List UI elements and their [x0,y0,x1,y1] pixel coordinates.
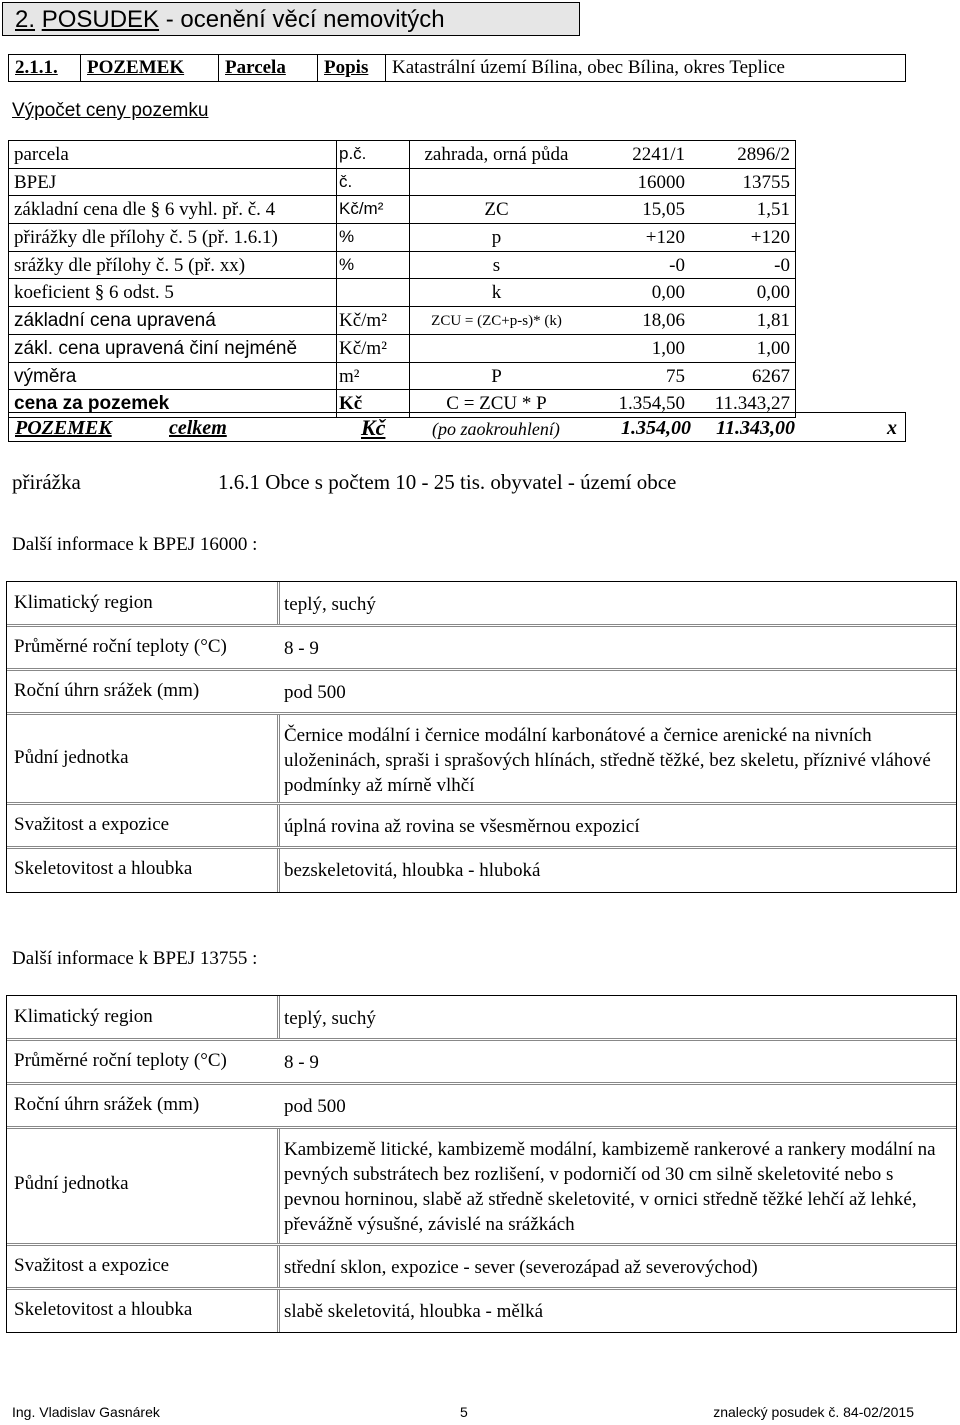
info-value: pod 500 [284,682,346,703]
calc-value-2: 1,81 [756,310,790,332]
calc-value-1: 15,05 [642,199,685,221]
calc-unit: m² [339,365,360,387]
total-note: (po zaokrouhlení) [432,419,560,439]
calc-value-1: +120 [645,227,685,249]
calc-value-2: +120 [750,227,790,249]
info-value: teplý, suchý [284,594,376,615]
info-label: Klimatický region [14,1006,153,1027]
calc-value-1: 18,06 [642,310,685,332]
info-value: pod 500 [284,1096,346,1117]
calc-label: výměra [14,365,77,387]
info-row [7,1129,956,1246]
info-title-16000: Další informace k BPEJ 16000 : [12,534,258,555]
calc-unit: Kč/m² [339,310,387,332]
info-row [7,627,956,671]
calc-label: parcela [14,144,69,165]
calc-symbol: P [491,365,502,387]
info-value: bezskeletovitá, hloubka - hluboká [284,860,541,881]
calc-value-2: 2896/2 [737,144,790,165]
calc-value-1: 16000 [637,171,685,193]
calc-value-2: 1,00 [756,337,790,359]
section-title: POSUDEK [41,6,160,33]
info-table-16000 [6,581,957,893]
info-row [7,996,956,1041]
info-value: střední sklon, expozice - sever (severozápad až severovýchod) [284,1257,758,1278]
calc-symbol: ZC [484,199,509,221]
calc-value-1: 1.354,50 [618,393,685,415]
calc-value-1: 0,00 [651,282,685,304]
total-mark: x [887,417,897,439]
prirazka-value: 1.6.1 Obce s počtem 10 - 25 tis. obyvatel - území obce [218,470,677,494]
info-row [7,849,956,892]
info-value: úplná rovina až rovina se všesměrnou expozicí [284,816,640,837]
section-subtitle: - ocenění věcí nemovitých [165,6,445,33]
info-label: Půdní jednotka [14,1173,129,1194]
total-value-2: 11.343,00 [716,417,795,439]
item-description: Katastrální území Bílina, obec Bílina, okres Teplice [392,57,785,78]
total-label: POZEMEK [15,417,112,439]
calc-value-2: 6267 [752,365,790,387]
calc-symbol: ZCU = (ZC+p-s)* (k) [431,313,562,330]
calc-label: cena za pozemek [14,393,170,415]
calc-value-2: 13755 [742,171,790,193]
calc-unit: p.č. [339,144,367,163]
total-unit: Kč [361,415,386,440]
calc-row-zcu [9,307,795,335]
calc-value-1: 75 [666,365,685,387]
calc-value-2: 0,00 [756,282,790,304]
info-label: Svažitost a expozice [14,814,170,835]
item-header-row [8,54,906,82]
item-popis: Popis [318,55,386,81]
info-value: slabě skeletovitá, hloubka - mělká [284,1301,544,1322]
calc-row-srazky [9,252,795,280]
calc-label: přirážky dle přílohy č. 5 (př. 1.6.1) [14,227,278,249]
calc-symbol: zahrada, orná půda [424,144,569,165]
calc-value-1: 2241/1 [632,144,685,165]
calc-row-min [9,335,795,363]
prirazka-label: přirážka [12,470,81,494]
calc-unit: Kč/m² [339,337,387,359]
info-table-13755 [6,995,957,1333]
info-row [7,582,956,627]
calc-value-1: 1,00 [651,337,685,359]
footer-page: 5 [460,1404,468,1420]
total-value-1: 1.354,00 [621,417,691,439]
calc-heading: Výpočet ceny pozemku [12,100,209,121]
info-row [7,671,956,715]
info-label: Klimatický region [14,592,153,613]
calc-unit: Kč [339,393,363,415]
info-value: 8 - 9 [284,1052,319,1073]
calc-table [8,140,796,418]
info-row [7,1290,956,1332]
calc-row-parcela [9,141,795,169]
footer-doc: znalecký posudek č. 84-02/2015 [713,1404,914,1420]
calc-row-bpej [9,169,795,197]
section-title-box [2,2,580,36]
section-number: 2. [15,6,36,33]
calc-value-2: 11.343,27 [714,393,790,415]
info-value: 8 - 9 [284,638,319,659]
total-label-2: celkem [169,417,227,439]
calc-unit: č. [339,171,353,191]
item-parcela: Parcela [219,55,318,81]
calc-row-vymera [9,363,795,391]
calc-label: základní cena upravená [14,310,216,332]
info-value: teplý, suchý [284,1008,376,1029]
calc-value-2: -0 [774,254,790,276]
calc-symbol: p [491,227,502,249]
info-label: Roční úhrn srážek (mm) [14,1094,200,1115]
footer-author: Ing. Vladislav Gasnárek [12,1404,160,1420]
calc-label: zákl. cena upravená činí nejméně [14,337,298,359]
calc-row-prirazky [9,224,795,252]
calc-label: koeficient § 6 odst. 5 [14,282,174,304]
item-number: 2.1.1. [9,55,81,81]
info-label: Průměrné roční teploty (°C) [14,1050,227,1071]
calc-symbol: s [492,254,501,276]
calc-value-1: -0 [669,254,685,276]
info-label: Svažitost a expozice [14,1255,170,1276]
info-row [7,1246,956,1290]
info-value: Kambizemě litické, kambizemě modální, kambizemě rankerové a rankery modální na pevných substrátech bez rozlišení, v podorničí od 30 cm silně skeletovité nebo s pevnou horninou, slabě až středně skeletovité, v ornici středně těžké lehčí až lehké, převážně výsušné, závislé na srážkách [284,1139,936,1235]
info-label: Průměrné roční teploty (°C) [14,636,227,657]
info-row [7,805,956,849]
calc-row-koeficient [9,279,795,307]
calc-symbol: C = ZCU * P [446,393,547,415]
calc-label: BPEJ [14,171,57,193]
info-row [7,1041,956,1085]
info-row [7,715,956,805]
calc-unit: Kč/m² [339,199,384,219]
calc-value-2: 1,51 [756,199,790,221]
calc-unit: % [339,227,355,247]
info-row [7,1085,956,1129]
info-label: Skeletovitost a hloubka [14,1299,193,1320]
calc-symbol: k [491,282,502,304]
calc-label: základní cena dle § 6 vyhl. př. č. 4 [14,199,276,221]
calc-row-zc [9,196,795,224]
item-type: POZEMEK [81,55,219,81]
info-label: Půdní jednotka [14,747,129,768]
calc-unit: % [339,254,355,274]
info-title-13755: Další informace k BPEJ 13755 : [12,948,258,969]
info-label: Skeletovitost a hloubka [14,858,193,879]
info-value: Černice modální i černice modální karbonátové a černice arenické na nivních uloženinách, spraši i sprašových hlínách, středně těžké, bez skeletu, příznivé vláhové podmínky až mírně vlhčí [284,725,931,796]
calc-label: srážky dle přílohy č. 5 (př. xx) [14,254,246,276]
info-label: Roční úhrn srážek (mm) [14,680,200,701]
total-row [8,412,906,442]
